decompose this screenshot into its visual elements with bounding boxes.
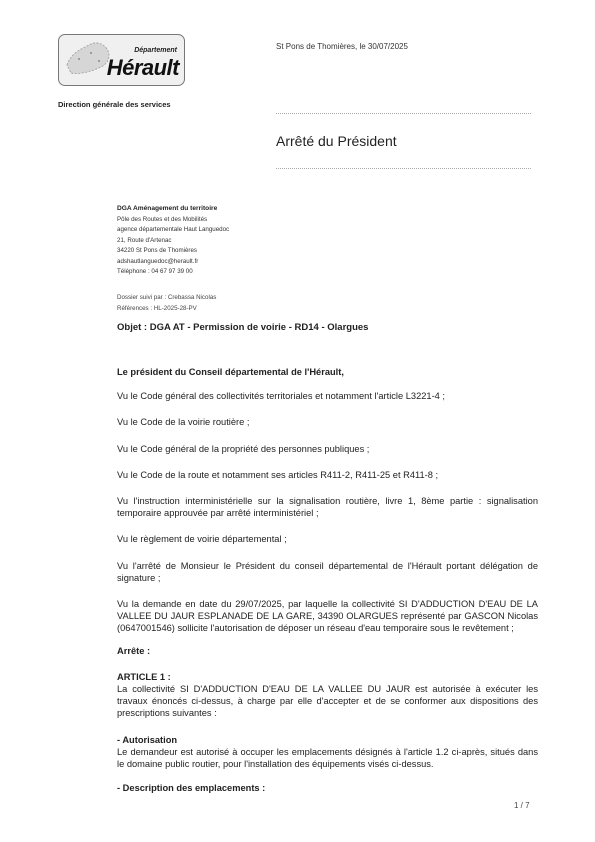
- vu-demande: Vu la demande en date du 29/07/2025, par laquelle la collectivité SI D'ADDUCTION D'EAU DE LA VALLEE DU JAUR ESPLANADE DE LA GARE, 34390 OLARGUES représenté par GASCON Nicolas (0647001546) sollicite l'autorisation de déposer un réseau d'eau temporaire sous le revêtement ;: [117, 599, 538, 634]
- department-logo: [58, 34, 185, 86]
- autorisation-text: Le demandeur est autorisé à occuper les emplacements désignés à l'article 1.2 ci-après, situés dans le domaine public routier, pour l'installation des équipements visés ci-dessus.: [117, 746, 538, 770]
- sender-email: adshautlanguedoc@herault.fr: [117, 257, 199, 265]
- vu-delegation: Vu l'arrêté de Monsieur le Président du conseil départemental de l'Hérault portant délégation de signature ;: [117, 560, 538, 583]
- sender-pole: Pôle des Routes et des Mobilités: [117, 215, 208, 223]
- president-heading: Le président du Conseil départemental de l'Hérault,: [117, 367, 344, 377]
- page-number: 1 / 7: [514, 801, 530, 810]
- sender-agency: agence départementale Haut Languedoc: [117, 226, 230, 233]
- document-title: Arrêté du Président: [276, 133, 397, 149]
- vu-cgppp: Vu le Code général de la propriété des personnes publiques ;: [117, 443, 370, 454]
- vu-reglement: Vu le règlement de voirie départemental ;: [117, 534, 287, 545]
- objet-line: Objet : DGA AT - Permission de voirie - RD14 - Olargues: [117, 322, 369, 333]
- logo-department-text: Département: [134, 47, 177, 54]
- sender-phone: Téléphone : 04 67 97 39 00: [117, 268, 193, 275]
- title-bottom-divider: [276, 168, 531, 169]
- sender-street: 21, Route d'Artenac: [117, 236, 172, 244]
- logo-herault-text: Hérault: [106, 55, 179, 80]
- vu-instruction: Vu l'instruction interministérielle sur la signalisation routière, livre 1, 8ème partie : signalisation temporaire approuvée par arrêté interministériel ;: [117, 496, 538, 519]
- description-heading: - Description des emplacements :: [117, 783, 266, 794]
- article1-text: La collectivité SI D'ADDUCTION D'EAU DE LA VALLEE DU JAUR est autorisée à exécuter les travaux énoncés ci-dessus, à charge par elle d'accepter et de se conformer aux dispositions des prescriptions suivantes :: [117, 684, 538, 719]
- autorisation-heading: - Autorisation: [117, 734, 178, 745]
- vu-cgct: Vu le Code général des collectivités territoriales et notamment l'article L3221-4 ;: [117, 391, 446, 402]
- folder-block: [117, 293, 216, 314]
- vu-code-route: Vu le Code de la route et notamment ses articles R411-2, R411-25 et R411-8 ;: [117, 469, 439, 480]
- decree-body: [117, 366, 538, 794]
- vu-voirie: Vu le Code de la voirie routière ;: [117, 417, 250, 428]
- sender-block: [117, 204, 229, 278]
- sender-city: 34220 St Pons de Thomières: [117, 247, 198, 254]
- references-line: Références : HL-2025-28-PV: [117, 304, 197, 312]
- arrete-heading: Arrête :: [117, 645, 151, 656]
- article1-heading: ARTICLE 1 :: [117, 671, 171, 682]
- place-date: St Pons de Thomières, le 30/07/2025: [276, 42, 408, 51]
- direction-label: Direction générale des services: [58, 100, 171, 109]
- sender-department: DGA Aménagement du territoire: [117, 205, 218, 212]
- dossier-line: Dossier suivi par : Crebassa Nicolas: [117, 294, 217, 301]
- title-top-divider: [276, 113, 531, 114]
